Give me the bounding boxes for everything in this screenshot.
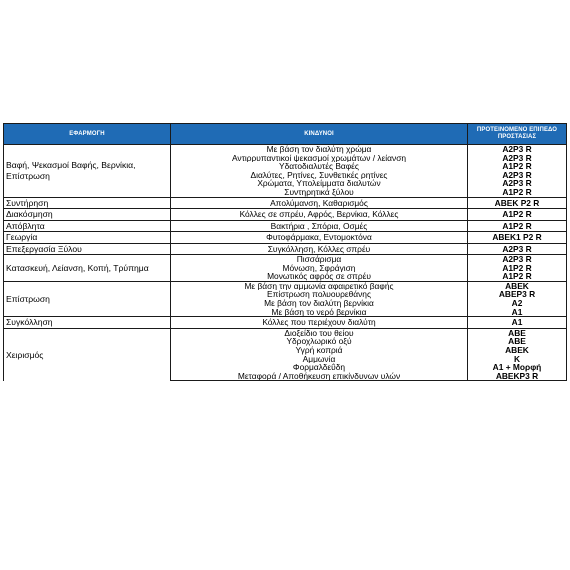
application-cell: Απόβλητα xyxy=(4,220,171,232)
hazard-cell: Μονωτικός αφρός σε σπρέυ xyxy=(171,272,468,281)
protection-level-cell: A2 xyxy=(468,299,567,308)
protection-level-cell: A1 xyxy=(468,308,567,317)
hazard-cell: Διαλύτες, Ρητίνες, Συνθετικές ρητίνες xyxy=(171,171,468,180)
hazard-cell: Με βάση τον διαλύτη χρώμα xyxy=(171,145,468,154)
protection-level-cell: A2P3 R xyxy=(468,179,567,188)
protection-level-cell: A1 xyxy=(468,317,567,329)
hazard-cell: Χρώματα, Υπολείμματα διαλυτών xyxy=(171,179,468,188)
header-row xyxy=(4,124,567,145)
protection-level-cell: ABEK P2 R xyxy=(468,197,567,209)
application-cell: Συγκόλληση xyxy=(4,317,171,329)
hazard-cell: Μεταφορά / Αποθήκευση επικίνδυνων υλών xyxy=(171,372,468,381)
table-row xyxy=(4,281,567,290)
protection-level-cell: ABE xyxy=(468,328,567,337)
application-cell: Επίστρωση xyxy=(4,281,171,316)
protection-level-cell: A2P3 R xyxy=(468,171,567,180)
hazard-cell: Μόνωση, Σφράγιση xyxy=(171,264,468,273)
hazard-cell: Συγκόλληση, Κόλλες σπρέυ xyxy=(171,243,468,255)
application-cell: Βαφή, Ψεκασμοί Βαφής, Βερνίκια, Επίστρωση xyxy=(4,145,171,198)
table-body xyxy=(4,145,567,381)
hazard-cell: Απολύμανση, Καθαρισμός xyxy=(171,197,468,209)
header-hazards: ΚΙΝΔΥΝΟΙ xyxy=(171,124,468,145)
application-cell: Συντήρηση xyxy=(4,197,171,209)
protection-level-cell: ABEK xyxy=(468,281,567,290)
hazard-cell: Υδροχλωρικό οξύ xyxy=(171,337,468,346)
protection-level-cell: A2P3 R xyxy=(468,255,567,264)
protection-level-cell: A2P3 R xyxy=(468,145,567,154)
hazard-cell: Αμμωνία xyxy=(171,355,468,364)
protection-level-cell: A1P2 R xyxy=(468,264,567,273)
hazard-cell: Φυτοφάρμακα, Εντομοκτόνα xyxy=(171,232,468,244)
hazard-cell: Πισσάρισμα xyxy=(171,255,468,264)
protection-level-cell: ABEP3 R xyxy=(468,290,567,299)
protection-table-sheet xyxy=(3,123,566,381)
application-cell: Επεξεργασία Ξύλου xyxy=(4,243,171,255)
table-row xyxy=(4,255,567,264)
protection-level-cell: A1P2 R xyxy=(468,188,567,197)
table-row xyxy=(4,220,567,232)
protection-level-cell: K xyxy=(468,355,567,364)
hazard-cell: Με βάση την αμμωνία αφαιρετικό βαφής xyxy=(171,281,468,290)
table-row xyxy=(4,197,567,209)
table-row xyxy=(4,328,567,337)
table-row xyxy=(4,145,567,154)
hazard-cell: Κόλλες σε σπρέυ, Αφρός, Βερνίκια, Κόλλες xyxy=(171,209,468,221)
table-row xyxy=(4,243,567,255)
table-row xyxy=(4,317,567,329)
header-protection-level: ΠΡΟΤΕΙΝΟΜΕΝΟ ΕΠΙΠΕΔΟ ΠΡΟΣΤΑΣΙΑΣ xyxy=(468,124,567,145)
hazard-cell: Φορμαλδεΰδη xyxy=(171,363,468,372)
hazard-cell: Κόλλες που περιέχουν διαλύτη xyxy=(171,317,468,329)
protection-level-cell: ABEK1 P2 R xyxy=(468,232,567,244)
protection-level-cell: A1P2 R xyxy=(468,272,567,281)
application-cell: Γεωργία xyxy=(4,232,171,244)
protection-level-cell: A2P3 R xyxy=(468,154,567,163)
hazard-cell: Διοξείδιο του θείου xyxy=(171,328,468,337)
protection-level-table xyxy=(3,123,567,381)
protection-level-cell: A2P3 R xyxy=(468,243,567,255)
hazard-cell: Βακτήρια , Σπόρια, Οσμές xyxy=(171,220,468,232)
hazard-cell: Με βάση τον διαλύτη βερνίκια xyxy=(171,299,468,308)
table-header xyxy=(4,124,567,145)
application-cell: Διακόσμηση xyxy=(4,209,171,221)
header-application: ΕΦΑΡΜΟΓΗ xyxy=(4,124,171,145)
application-cell: Κατασκευή, Λείανση, Κοπή, Τρύπημα xyxy=(4,255,171,282)
application-cell: Χειρισμός xyxy=(4,328,171,381)
hazard-cell: Υγρή κοπριά xyxy=(171,346,468,355)
table-row xyxy=(4,209,567,221)
hazard-cell: Με βάση το νερό βερνίκια xyxy=(171,308,468,317)
protection-level-cell: ABE xyxy=(468,337,567,346)
protection-level-cell: ABEKP3 R xyxy=(468,372,567,381)
hazard-cell: Αντιρρυπαντικοί ψεκασμοί χρωμάτων / λείανση xyxy=(171,154,468,163)
protection-level-cell: A1P2 R xyxy=(468,220,567,232)
protection-level-cell: A1P2 R xyxy=(468,209,567,221)
protection-level-cell: ABEK xyxy=(468,346,567,355)
table-row xyxy=(4,232,567,244)
protection-level-cell: A1 + Μορφή xyxy=(468,363,567,372)
hazard-cell: Υδατοδιαλυτές Βαφές xyxy=(171,162,468,171)
hazard-cell: Συντηρητικά ξύλου xyxy=(171,188,468,197)
protection-level-cell: A1P2 R xyxy=(468,162,567,171)
hazard-cell: Επίστρωση πολυουρεθάνης xyxy=(171,290,468,299)
